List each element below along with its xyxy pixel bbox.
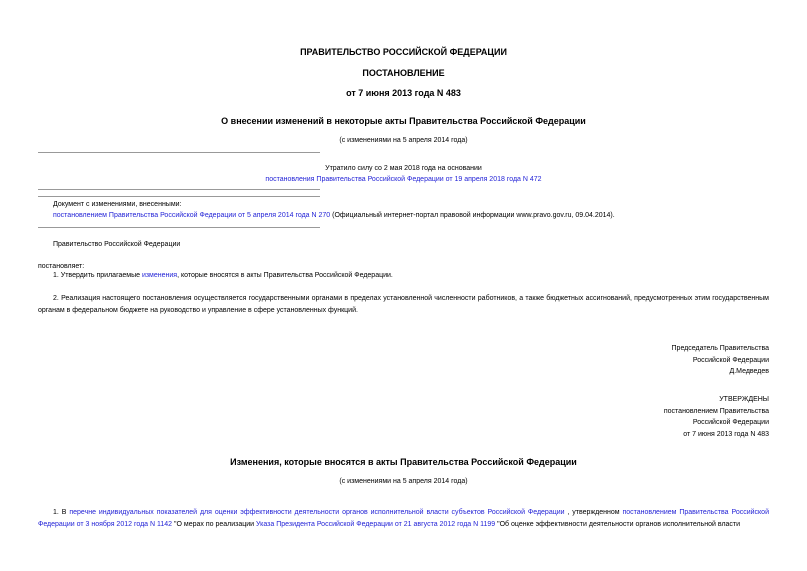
amendment-link[interactable]: постановлением Правительства Российской Федерации от 5 апреля 2014 года N 270 [53,212,331,219]
changes-row [53,212,615,219]
validity-link-row [0,176,807,183]
document-date-number: от 7 июня 2013 года N 483 [346,88,461,98]
signature-name: Д.Медведев [729,368,769,375]
changes-link[interactable]: изменения [141,272,178,279]
approval-block [664,394,769,440]
amendment-source: (Официальный интернет-портал правовой информации www.pravo.gov.ru, 09.04.2014). [330,212,615,219]
divider [38,152,320,153]
annex-p1-mid: , утвержденном [564,509,623,516]
item-1-prefix: 1. Утвердить прилагаемые [53,272,142,279]
annex-p1-mid2: "О мерах по реализации [172,520,257,528]
revision-note: (с изменениями на 5 апреля 2014 года) [339,137,468,144]
changes-heading: Документ с изменениями, внесенными: [53,201,182,208]
divider [38,196,320,197]
divider [38,227,320,228]
document-title: О внесении изменений в некоторые акты Правительства Российской Федерации [221,116,586,126]
annex-p1-tail: "Об оценке эффективности деятельности органов исполнительной власти [495,520,741,528]
signature-country: Российской Федерации [692,356,769,364]
repeal-act-link[interactable]: постановления Правительства Российской Федерации от 19 апреля 2018 года N 472 [265,176,542,183]
resolves-text: постановляет: [38,263,85,270]
annex-paragraph-1 [38,507,769,530]
approval-date: от 7 июня 2013 года N 483 [683,430,769,438]
resolution-1142-link[interactable]: постановлением Правительства Российской Федерации от 3 ноября 2012 года N 1142 [38,509,769,528]
indicators-list-link[interactable]: перечне индивидуальных показателей для оценки эффективности деятельности органов исполнительной власти субъектов Российской Федерации [69,509,565,516]
approval-country: Российской Федерации [692,419,769,426]
approval-label: УТВЕРЖДЕНЫ [719,396,769,403]
signature-block [672,343,769,378]
decree-1199-link[interactable]: Указа Президента Российской Федерации от 21 августа 2012 года N 1199 [256,520,496,528]
item-2: 2. Реализация настоящего постановления осуществляется государственными органами в пределах установленной численности работников, а также бюджетных ассигнований, предусмотренных этим государственным органам в федеральном бюджете на руководство и управление в сфере установленных функций. [38,295,769,314]
item-1 [53,272,393,279]
approval-act: постановлением Правительства [663,407,769,415]
item-1-suffix: , которые вносятся в акты Правительства Российской Федерации. [177,272,393,279]
signature-title: Председатель Правительства [671,345,769,352]
divider [38,189,320,190]
document-type: ПОСТАНОВЛЕНИЕ [362,68,445,78]
annex-p1-number: 1. В [53,509,70,516]
annex-revision: (с изменениями на 5 апреля 2014 года) [339,478,468,485]
government-name: ПРАВИТЕЛЬСТВО РОССИЙСКОЙ ФЕДЕРАЦИИ [300,47,507,57]
validity-text: Утратило силу со 2 мая 2018 года на основании [325,165,482,172]
intro-text: Правительство Российской Федерации [53,241,181,248]
annex-title: Изменения, которые вносятся в акты Правительства Российской Федерации [230,457,577,467]
